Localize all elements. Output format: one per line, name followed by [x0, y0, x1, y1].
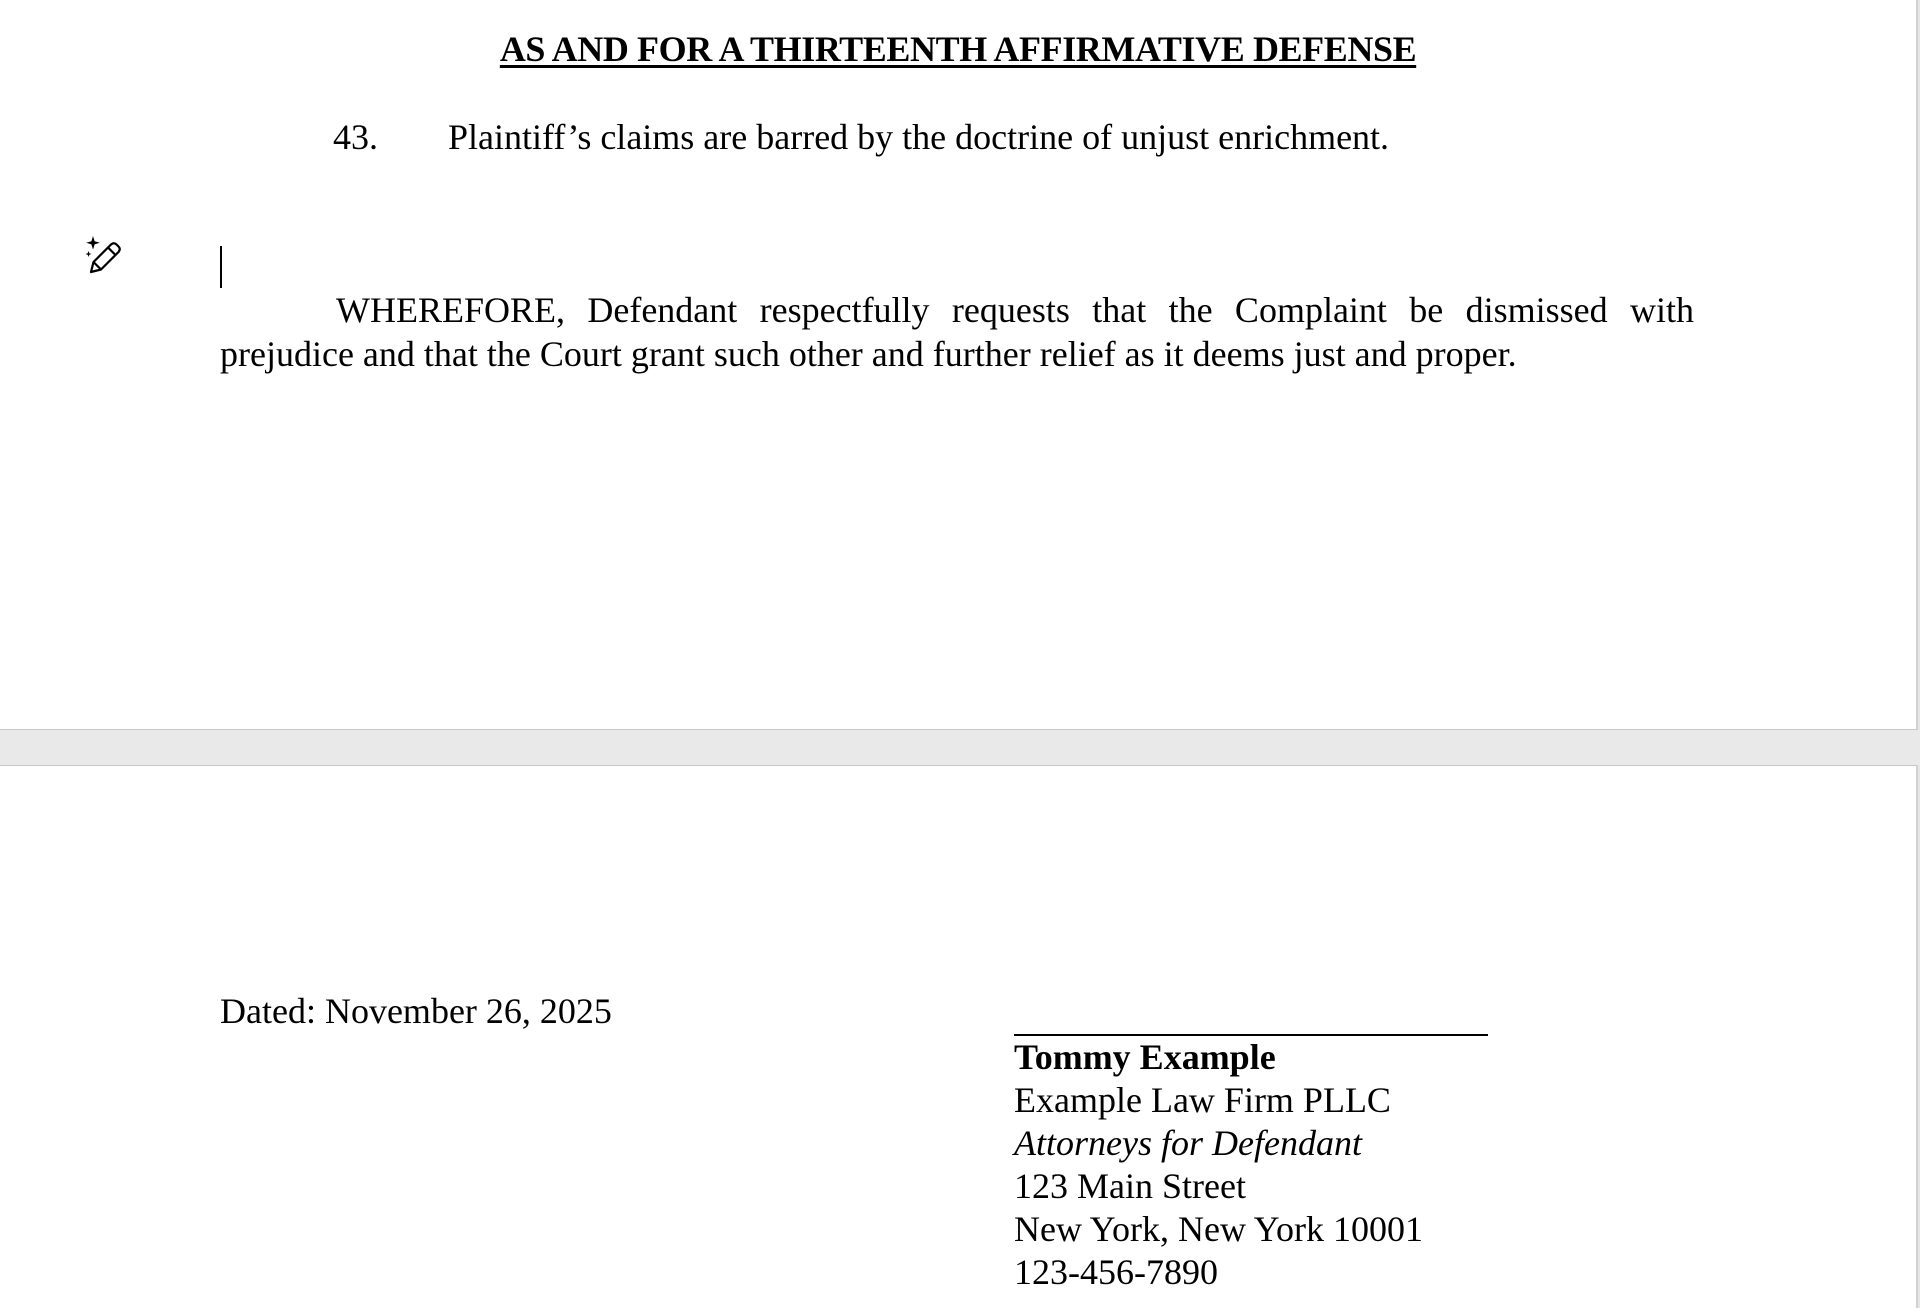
- signature-block: [1014, 1036, 1423, 1294]
- section-heading: AS AND FOR A THIRTEENTH AFFIRMATIVE DEFENSE: [499, 29, 1417, 69]
- signatory-name: Tommy Example: [1014, 1037, 1276, 1077]
- page-separator: [0, 730, 1920, 765]
- street-address: 123 Main Street: [1014, 1166, 1246, 1206]
- document-page-2[interactable]: [0, 765, 1918, 1308]
- firm-name: Example Law Firm PLLC: [1014, 1080, 1391, 1120]
- sparkle-pen-icon[interactable]: [84, 234, 128, 278]
- wherefore-clause[interactable]: WHEREFORE, Defendant respectfully requests that the Complaint be dismissed with prejudice and that the Court grant such other and further relief as it deems just and proper.: [220, 290, 1694, 374]
- sparkle-pen-icon-graphic: [84, 234, 128, 278]
- text-cursor: [220, 246, 222, 288]
- city-state-zip: New York, New York 10001: [1014, 1209, 1424, 1249]
- paragraph-number: 43.: [333, 117, 378, 157]
- phone-number: 123-456-7890: [1014, 1252, 1218, 1292]
- attorney-role: Attorneys for Defendant: [1014, 1123, 1362, 1163]
- dated-line: Dated: November 26, 2025: [220, 991, 612, 1031]
- paragraph-text: Plaintiff’s claims are barred by the doctrine of unjust enrichment.: [448, 117, 1390, 157]
